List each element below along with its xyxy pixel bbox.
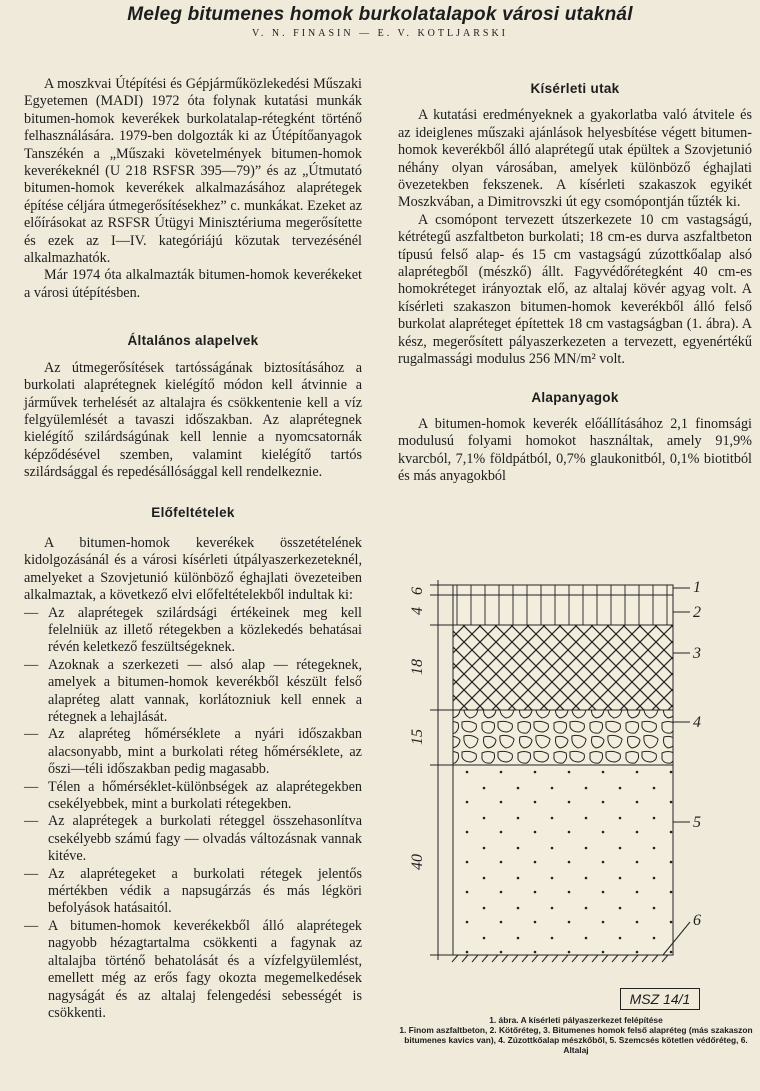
- heading-general-principles: Általános alapelvek: [127, 333, 259, 349]
- layer-number: 5: [693, 814, 701, 831]
- article-title: Meleg bitumenes homok burkolatalapok városi utaknál: [127, 4, 633, 25]
- list-item: — Az alaprétegek szilárdsági értékeinek meg kell felelniük az illető rétegekben a közlekedés behatásai révén keletkező feszültségeknek.: [24, 604, 362, 656]
- dimension-label: 6: [409, 587, 426, 595]
- dimension-label: 4: [409, 607, 426, 615]
- layer-number: 4: [693, 714, 701, 731]
- intro-paragraph-2: Már 1974 óta alkalmazták bitumen-homok keverékeket a városi útépítésben.: [24, 267, 362, 301]
- intro-paragraph-1: A moszkvai Útépítési és Gépjárműközlekedési Műszaki Egyetemen (MADI) 1972 óta folynak kutatási munkák bitumen-homok keverékek burkolatalap-rétegként történő felhasználására. 1979-ben dolgozták ki az Útépítőanyagok Tanszékén a „Műszaki követelmények bitumen-homok keverékeknél (U 218 RSFSR 395—79)” és az „Útmutató bitumen-homok keverékek alkalmazásához alaprétegek építése céljára útmegerősítésekhez” c. munkákat. Ezeket az előírásokat az RSFSR Útügyi Minisztériuma megerősítette és ezek az I—IV. kategóriájú közutak tervezésénél alkalmazhatók.: [24, 76, 362, 267]
- preconditions-paragraph: A bitumen-homok keverékek összetételének kidolgozásánál és a városi kísérleti útpályaszerkezeteknél, amelyeket a Szovjetunió különböző éghajlati övezeteiben alkalmaztak, a következő elvi előfeltételekből indultak ki:: [24, 534, 362, 604]
- layer-number: 3: [693, 645, 701, 662]
- preconditions-list: [24, 605, 362, 1023]
- layer-2: [453, 595, 673, 625]
- list-item: — A bitumen-homok keverékekből álló alaprétegek nagyobb hézagtartalma csökkenti a fagynak az altalajba történő behatolását és a vízfelgyülemlést, emellett még az erős fagy okozta megemelkedések nagyságát és az altalaj felengedési sebességét is csökkenti.: [24, 917, 362, 1021]
- dimension-label: 40: [409, 854, 426, 870]
- figure-caption-text: 1. Finom aszfaltbeton, 2. Kötőréteg, 3. Bitumenes homok felső alapréteg (más szakaszon bitumenes kavics van), 4. Zúzottkőalap mészkőből, 5. Szemcsés kötetlen védőréteg, 6. Altalaj: [399, 1025, 753, 1055]
- experimental-paragraph-2: A csomópont tervezett útszerkezete 10 cm vastagságú, kétrétegű aszfaltbeton burkolati; 18 cm-es durva aszfaltbeton típusú felső alap- és 15 cm vastagságú zúzottkőalap alsó alaprétegből (mészkő) állt. Fagyvédőrétegként 40 cm-es homokréteget irányoztak elő, az altalaj kövér agyag volt. A kísérleti szakaszon bitumen-homok keverékből álló felső burkolat alapréteget építettek 18 cm vastagságban (1. ábra). A kész, megerősített pályaszerkezeten a tervezett, egyenértékű rugalmassági modulus 256 MN/m² volt.: [398, 211, 752, 368]
- layer-1: [453, 585, 673, 595]
- list-item: — Az alaprétegeket a burkolati rétegek jelentős mértékben védik a napsugárzás és más légköri befolyások hatásaitól.: [24, 865, 362, 917]
- general-paragraph: Az útmegerősítések tartósságának biztosításához a burkolati alaprétegnek kielégítő módon kell átvinnie a járművek terhelését az altalajra és csökkentenie kell a víz felgyülemlését a tavaszi időszakban. Az alaprétegnek kielégítő szilárdságúnak kell lennie a nyomcsatornák képződésével szemben, valamint kielégítő tartós szilárdsággal és repedésállósággal kell rendelkeznie.: [24, 359, 362, 481]
- layer-5: [453, 765, 673, 955]
- article-authors: V. N. FINASIN — E. V. KOTLJARSKI: [251, 28, 509, 39]
- list-item: — Azoknak a szerkezeti — alsó alap — rétegeknek, amelyek a bitumen-homok keverékből készült felső alapréteg alatt vannak, korlátozniuk kell ennek a rétegnek a lehajlását.: [24, 656, 362, 725]
- layer-number: 2: [693, 604, 701, 621]
- figure-caption-title: 1. ábra. A kísérleti pályaszerkezet felépítése: [489, 1015, 663, 1025]
- heading-preconditions: Előfeltételek: [151, 504, 235, 520]
- heading-materials: Alapanyagok: [531, 389, 619, 405]
- figure-caption: [398, 1015, 754, 1055]
- materials-paragraph: A bitumen-homok keverék előállításához 2,1 finomsági modulusú folyami homokot használtak, amely 91,9% kvarcból, 7,1% földpátból, 0,7% glaukonitból, 0,1% biotitból és más anyagokból: [398, 415, 752, 485]
- pavement-structure-figure: [408, 570, 753, 1010]
- layer-number: 1: [693, 579, 701, 596]
- dimension-label: 15: [409, 729, 426, 745]
- subsoil-hatch: [452, 955, 673, 962]
- list-item: — Az alapréteg hőmérséklete a nyári időszakban alacsonyabb, mint a burkolati réteg hőmérséklete, az őszi—téli időszakban pedig magasabb.: [24, 726, 362, 778]
- layer-4: [453, 710, 673, 765]
- list-item: — Télen a hőmérséklet-különbségek az alaprétegekben csekélyebbek, mint a burkolati rétegekben.: [24, 778, 362, 813]
- list-item: — Az alaprétegek a burkolati réteggel összehasonlítva csekélyebb számú fagy — olvadás változásnak vannak kitéve.: [24, 813, 362, 865]
- figure-stamp: MSZ 14/1: [620, 988, 700, 1010]
- dimension-label: 18: [409, 659, 426, 675]
- left-column: [24, 76, 362, 1022]
- experimental-paragraph-1: A kutatási eredményeknek a gyakorlatba való átvitele és az ideiglenes műszaki ajánlások helyesbítése végett bitumen-homok keverékből álló alaprétegű utak épültek a Szovjetunió néhány olyan városában, amelyek különböző éghajlati övezetekben fekszenek. A kísérleti szakaszok egyikét Moszkvában, a Dimitrovszki út egy csomópontján tűzték ki.: [398, 107, 752, 211]
- heading-experimental-roads: Kísérleti utak: [530, 81, 620, 96]
- layer-number: 6: [693, 912, 701, 929]
- layer-3: [453, 625, 673, 710]
- right-column: [398, 80, 752, 486]
